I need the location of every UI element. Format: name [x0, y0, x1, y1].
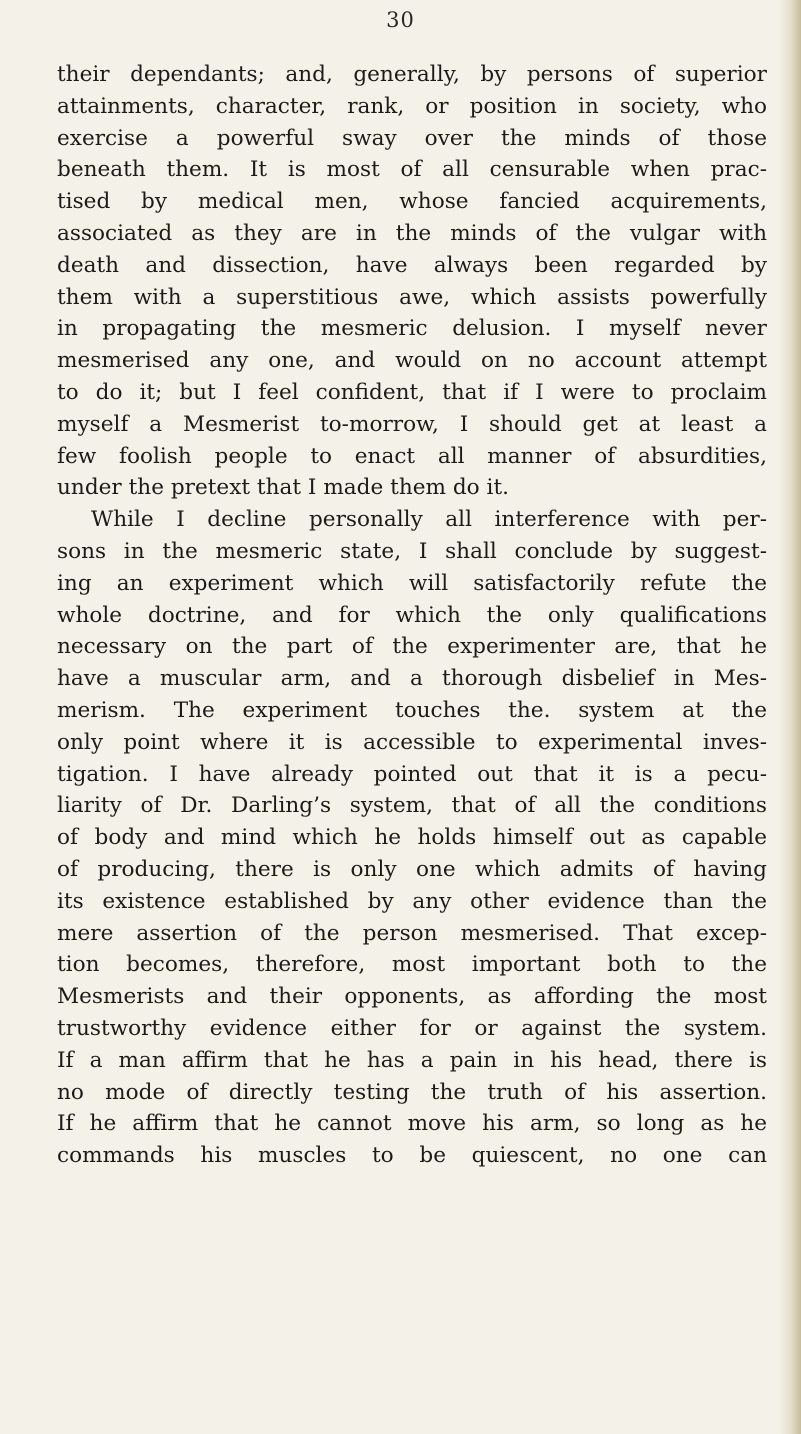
text-line: merism. The experiment touches the. system at the [57, 697, 767, 723]
text-line: myself a Mesmerist to-morrow, I should get at least a [57, 411, 767, 437]
page-edge-shadow [779, 0, 801, 1434]
text-line: their dependants; and, generally, by persons of superior [57, 62, 767, 87]
text-line: ing an experiment which will satisfactorily refute the [57, 570, 767, 596]
text-line: few foolish people to enact all manner of absurdities, [57, 443, 767, 469]
text-line: its existence established by any other evidence than the [57, 888, 767, 914]
text-line: sons in the mesmeric state, I shall conclude by suggest- [57, 538, 767, 564]
text-line: Mesmerists and their opponents, as affording the most [57, 984, 767, 1010]
text-line: in propagating the mesmeric delusion. I myself never [57, 316, 767, 342]
text-line: mesmerised any one, and would on no account attempt [57, 348, 767, 374]
text-line: While I decline personally all interference with per- [91, 507, 767, 533]
text-line: trustworthy evidence either for or against the system. [57, 1015, 767, 1041]
text-line: tigation. I have already pointed out that it is a pecu- [57, 761, 767, 787]
body-text [57, 59, 767, 1172]
text-line: death and dissection, have always been regarded by [57, 252, 767, 278]
text-line: beneath them. It is most of all censurable when prac- [57, 157, 767, 183]
text-line: under the pretext that I made them do it. [57, 475, 509, 501]
text-line: tised by medical men, whose fancied acquirements, [57, 189, 767, 215]
text-line: of body and mind which he holds himself out as capable [57, 825, 767, 851]
text-line: tion becomes, therefore, most important both to the [57, 952, 767, 978]
text-line: only point where it is accessible to experimental inves- [57, 729, 767, 755]
text-line: If he affirm that he cannot move his arm, so long as he [57, 1111, 767, 1137]
page-number: 30 [386, 8, 415, 32]
text-line: necessary on the part of the experimenter are, that he [57, 634, 767, 660]
text-line: mere assertion of the person mesmerised. That excep- [57, 920, 767, 946]
text-line: to do it; but I feel confident, that if I were to proclaim [57, 379, 767, 405]
text-line: them with a superstitious awe, which assists powerfully [57, 284, 767, 310]
text-line: commands his muscles to be quiescent, no one can [57, 1143, 767, 1169]
text-line: of producing, there is only one which admits of having [57, 856, 767, 882]
text-line: no mode of directly testing the truth of his assertion. [57, 1079, 767, 1105]
text-line: associated as they are in the minds of the vulgar with [57, 220, 767, 246]
text-line: whole doctrine, and for which the only qualifications [57, 602, 767, 628]
text-line: exercise a powerful sway over the minds of those [57, 125, 767, 151]
text-line: attainments, character, rank, or position in society, who [57, 93, 767, 119]
text-line: have a muscular arm, and a thorough disbelief in Mes- [57, 666, 767, 692]
text-line: If a man affirm that he has a pain in his head, there is [57, 1047, 767, 1073]
text-line: liarity of Dr. Darling’s system, that of all the conditions [57, 793, 767, 819]
